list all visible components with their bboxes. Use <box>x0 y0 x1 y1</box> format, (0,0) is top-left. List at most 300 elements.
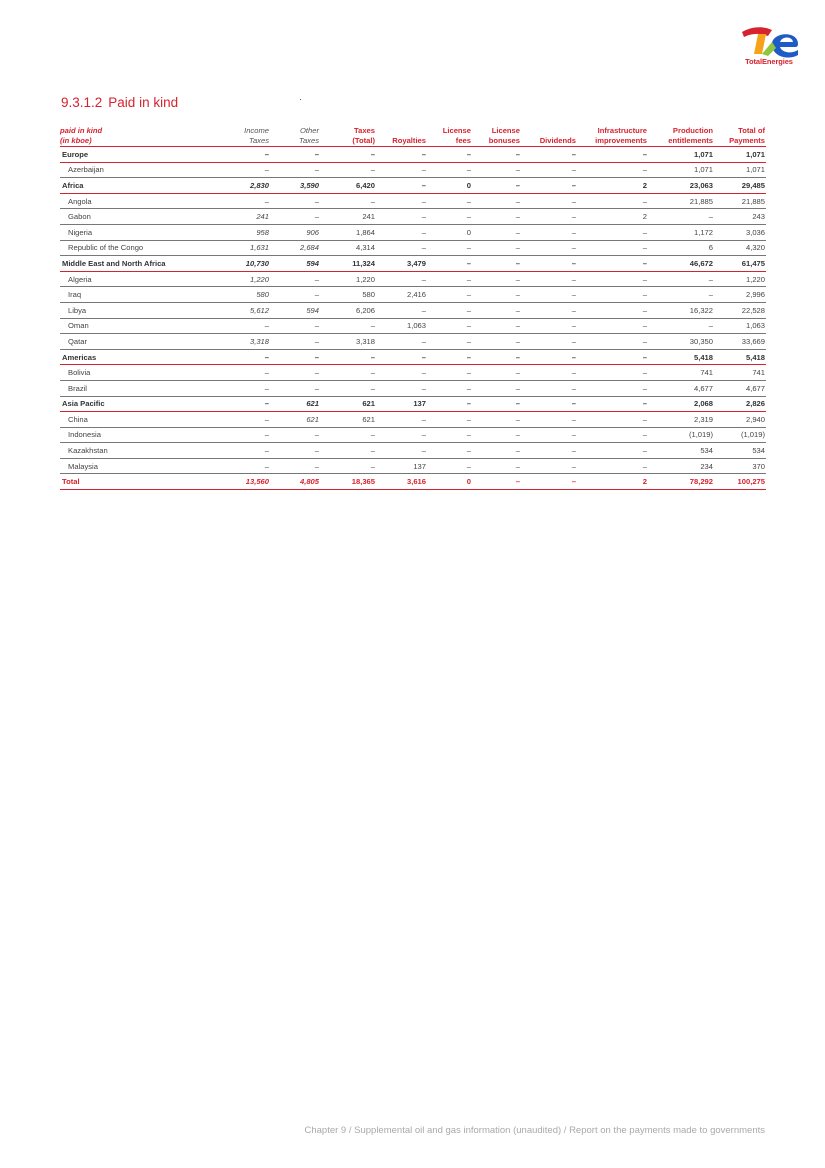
table-cell: 234 <box>648 458 714 474</box>
table-cell: 4,805 <box>270 474 320 490</box>
table-cell: 2,068 <box>648 396 714 412</box>
region-row <box>60 349 766 365</box>
table-cell: 5,418 <box>714 349 766 365</box>
table-cell: – <box>472 380 521 396</box>
table-cell: – <box>521 147 577 163</box>
table-cell: – <box>224 380 270 396</box>
col-header-line2: (Total) <box>352 135 375 145</box>
table-cell: – <box>521 224 577 240</box>
table-row <box>60 318 766 334</box>
row-label: Bolivia <box>60 365 224 381</box>
table-cell: 2 <box>577 474 648 490</box>
table-cell: – <box>224 193 270 209</box>
table-cell: 621 <box>320 412 376 428</box>
col-header-line2: entitlements <box>668 135 713 145</box>
table-cell: 0 <box>427 474 472 490</box>
region-row <box>60 178 766 194</box>
table-cell: – <box>427 287 472 303</box>
table-cell: – <box>472 147 521 163</box>
table-cell: – <box>521 412 577 428</box>
row-label: Algeria <box>60 271 224 287</box>
table-cell: – <box>376 178 427 194</box>
table-cell: 1,631 <box>224 240 270 256</box>
table-cell: – <box>521 365 577 381</box>
table-cell: – <box>521 209 577 225</box>
table-cell: – <box>577 240 648 256</box>
table-cell: – <box>521 287 577 303</box>
table-row <box>60 302 766 318</box>
table-cell: 4,677 <box>648 380 714 396</box>
table-cell: 2,319 <box>648 412 714 428</box>
col-header-line2: Payments <box>729 135 765 145</box>
total-row <box>60 474 766 490</box>
table-cell: 1,071 <box>714 162 766 178</box>
table-cell: 3,036 <box>714 224 766 240</box>
table-cell: – <box>472 412 521 428</box>
col-header-license-bonuses <box>472 126 521 147</box>
table-cell: – <box>427 256 472 272</box>
table-cell: – <box>224 147 270 163</box>
col-header-other-taxes <box>270 126 320 147</box>
table-cell: – <box>521 302 577 318</box>
row-label: Libya <box>60 302 224 318</box>
row-label: Oman <box>60 318 224 334</box>
col-header-line1 <box>376 126 426 136</box>
row-label: Azerbaijan <box>60 162 224 178</box>
table-cell: – <box>376 443 427 459</box>
col-header-line2: improvements <box>595 135 647 145</box>
table-cell: 100,275 <box>714 474 766 490</box>
table-cell: – <box>521 193 577 209</box>
table-row <box>60 271 766 287</box>
table-cell: – <box>521 256 577 272</box>
table-cell: – <box>472 240 521 256</box>
table-cell: – <box>472 443 521 459</box>
col-header-line1: Taxes <box>354 126 375 135</box>
table-row <box>60 380 766 396</box>
table-cell: – <box>427 412 472 428</box>
table-cell: 741 <box>648 365 714 381</box>
row-label: Iraq <box>60 287 224 303</box>
table-row <box>60 458 766 474</box>
table-cell: – <box>472 458 521 474</box>
col-header-line2: Royalties <box>392 135 426 145</box>
table-cell: – <box>376 162 427 178</box>
table-cell: – <box>376 412 427 428</box>
table-cell: – <box>577 365 648 381</box>
table-cell: 3,318 <box>320 334 376 350</box>
table-cell: – <box>577 334 648 350</box>
table-cell: – <box>472 271 521 287</box>
col-header-royalties <box>376 126 427 147</box>
table-cell: – <box>270 271 320 287</box>
table-cell: 46,672 <box>648 256 714 272</box>
table-row <box>60 443 766 459</box>
table-cell: 16,322 <box>648 302 714 318</box>
table-cell: 534 <box>648 443 714 459</box>
table-cell: – <box>577 162 648 178</box>
section-title <box>61 95 178 110</box>
table-cell: – <box>521 443 577 459</box>
row-label: Malaysia <box>60 458 224 474</box>
col-header-line1: Production <box>672 126 713 135</box>
table-cell: – <box>320 380 376 396</box>
col-header-line2: Dividends <box>539 135 576 145</box>
table-cell: 594 <box>270 302 320 318</box>
table-cell: – <box>648 318 714 334</box>
table-cell: – <box>376 240 427 256</box>
table-row <box>60 365 766 381</box>
table-cell: – <box>427 318 472 334</box>
section-title-text: Paid in kind <box>108 95 179 110</box>
table-cell: – <box>521 474 577 490</box>
table-cell: – <box>427 334 472 350</box>
table-row <box>60 209 766 225</box>
row-label: Qatar <box>60 334 224 350</box>
table-cell: 621 <box>320 396 376 412</box>
row-label: Angola <box>60 193 224 209</box>
table-cell: 621 <box>270 396 320 412</box>
table-cell: – <box>376 365 427 381</box>
table-cell: – <box>577 318 648 334</box>
table-cell: 2,830 <box>224 178 270 194</box>
table-cell: – <box>224 458 270 474</box>
table-cell: – <box>320 458 376 474</box>
table-cell: 2,996 <box>714 287 766 303</box>
table-cell: 0 <box>427 224 472 240</box>
table-cell: – <box>270 458 320 474</box>
table-cell: 1,063 <box>714 318 766 334</box>
table-cell: – <box>224 365 270 381</box>
col-header-line1: Other <box>300 126 319 135</box>
row-label: Americas <box>60 349 224 365</box>
table-cell: – <box>521 396 577 412</box>
table-cell: – <box>577 256 648 272</box>
table-cell: 1,071 <box>648 147 714 163</box>
table-cell: – <box>376 427 427 443</box>
table-cell: – <box>472 396 521 412</box>
table-cell: 137 <box>376 396 427 412</box>
table-cell: 1,864 <box>320 224 376 240</box>
table-cell: – <box>427 443 472 459</box>
table-row <box>60 162 766 178</box>
table-cell: – <box>320 193 376 209</box>
table-cell: 2,416 <box>376 287 427 303</box>
table-cell: – <box>521 458 577 474</box>
row-label: Brazil <box>60 380 224 396</box>
table-row <box>60 412 766 428</box>
table-cell: 5,612 <box>224 302 270 318</box>
table-cell: 1,220 <box>224 271 270 287</box>
table-cell: – <box>521 178 577 194</box>
table-cell: 241 <box>224 209 270 225</box>
section-number: 9.3.1.2 <box>61 95 103 110</box>
table-header-row <box>60 126 766 147</box>
table-cell: – <box>472 334 521 350</box>
col-header-line2: fees <box>455 135 471 145</box>
table-cell: – <box>224 427 270 443</box>
col-header-line1: Infrastructure <box>597 126 647 135</box>
table-cell: – <box>270 318 320 334</box>
table-cell: – <box>376 380 427 396</box>
table-cell: – <box>427 162 472 178</box>
table-cell: 33,669 <box>714 334 766 350</box>
row-label: Republic of the Congo <box>60 240 224 256</box>
table-cell: – <box>270 443 320 459</box>
col-header-total-of-payments <box>714 126 766 147</box>
table-cell: – <box>427 302 472 318</box>
table-cell: – <box>577 412 648 428</box>
table-cell: 241 <box>320 209 376 225</box>
table-cell: – <box>224 396 270 412</box>
table-cell: – <box>376 147 427 163</box>
table-cell: 30,350 <box>648 334 714 350</box>
table-cell: – <box>270 287 320 303</box>
table-cell: 21,885 <box>714 193 766 209</box>
col-header-income-taxes <box>224 126 270 147</box>
table-cell: 534 <box>714 443 766 459</box>
table-cell: 6,206 <box>320 302 376 318</box>
col-header-taxes-total <box>320 126 376 147</box>
table-cell: – <box>376 224 427 240</box>
col-header-dividends <box>521 126 577 147</box>
table-cell: – <box>577 380 648 396</box>
table-cell: 621 <box>270 412 320 428</box>
col-header-line1: License <box>491 126 520 135</box>
table-cell: 2 <box>577 178 648 194</box>
table-cell: – <box>521 162 577 178</box>
table-cell: 2,940 <box>714 412 766 428</box>
table-cell: 21,885 <box>648 193 714 209</box>
table-cell: 580 <box>320 287 376 303</box>
table-cell: – <box>376 349 427 365</box>
table-row <box>60 224 766 240</box>
table-cell: – <box>320 427 376 443</box>
col-header-line1: Income <box>244 126 269 135</box>
table-cell: – <box>427 458 472 474</box>
table-cell: – <box>376 271 427 287</box>
table-cell: – <box>427 193 472 209</box>
table-cell: 1,071 <box>648 162 714 178</box>
table-cell: – <box>427 349 472 365</box>
table-cell: – <box>521 334 577 350</box>
row-label: Total <box>60 474 224 490</box>
table-cell: – <box>224 443 270 459</box>
table-cell: – <box>427 147 472 163</box>
table-cell: 1,172 <box>648 224 714 240</box>
table-cell: – <box>270 427 320 443</box>
table-cell: 29,485 <box>714 178 766 194</box>
table-cell: – <box>270 162 320 178</box>
table-cell: – <box>521 427 577 443</box>
table-cell: – <box>224 318 270 334</box>
table-cell: – <box>270 365 320 381</box>
col-header-license-fees <box>427 126 472 147</box>
row-label: Kazakhstan <box>60 443 224 459</box>
table-cell: 370 <box>714 458 766 474</box>
table-cell: – <box>472 224 521 240</box>
table-cell: 3,318 <box>224 334 270 350</box>
table-cell: – <box>472 256 521 272</box>
row-label: Gabon <box>60 209 224 225</box>
table-cell: – <box>648 287 714 303</box>
table-cell: – <box>472 287 521 303</box>
table-cell: – <box>472 178 521 194</box>
table-cell: 4,677 <box>714 380 766 396</box>
table-cell: – <box>376 193 427 209</box>
table-cell: – <box>427 365 472 381</box>
table-cell: – <box>376 302 427 318</box>
row-label: China <box>60 412 224 428</box>
table-cell: – <box>577 302 648 318</box>
table-cell: – <box>427 396 472 412</box>
table-row <box>60 427 766 443</box>
row-label: Nigeria <box>60 224 224 240</box>
table-row <box>60 240 766 256</box>
table-cell: 1,071 <box>714 147 766 163</box>
table-cell: 6 <box>648 240 714 256</box>
table-cell: – <box>270 193 320 209</box>
table-cell: 594 <box>270 256 320 272</box>
table-cell: 741 <box>714 365 766 381</box>
table-cell: (1,019) <box>714 427 766 443</box>
header-label-line2: (in kboe) <box>60 135 92 145</box>
table-cell: – <box>320 162 376 178</box>
stray-dot <box>300 99 301 100</box>
table-cell: – <box>320 365 376 381</box>
table-cell: 11,324 <box>320 256 376 272</box>
table-cell: 22,528 <box>714 302 766 318</box>
table-cell: – <box>472 365 521 381</box>
table-cell: – <box>577 147 648 163</box>
col-header-production-entitlements <box>648 126 714 147</box>
table-cell: 2,684 <box>270 240 320 256</box>
table-cell: – <box>521 380 577 396</box>
table-cell: 13,560 <box>224 474 270 490</box>
table-cell: – <box>224 412 270 428</box>
table-cell: (1,019) <box>648 427 714 443</box>
table-cell: – <box>427 240 472 256</box>
table-cell: 243 <box>714 209 766 225</box>
row-label: Middle East and North Africa <box>60 256 224 272</box>
table-cell: – <box>577 458 648 474</box>
table-cell: – <box>427 380 472 396</box>
table-cell: – <box>472 302 521 318</box>
table-cell: – <box>270 349 320 365</box>
table-cell: 1,220 <box>714 271 766 287</box>
region-row <box>60 147 766 163</box>
table-cell: 18,365 <box>320 474 376 490</box>
row-label: Africa <box>60 178 224 194</box>
header-label <box>60 126 224 147</box>
table-cell: – <box>521 349 577 365</box>
table-cell: 3,479 <box>376 256 427 272</box>
table-cell: – <box>472 162 521 178</box>
table-cell: – <box>472 193 521 209</box>
table-cell: 1,220 <box>320 271 376 287</box>
paid-in-kind-table <box>60 126 766 490</box>
table-cell: – <box>320 147 376 163</box>
table-cell: – <box>577 396 648 412</box>
page-footer: Chapter 9 / Supplemental oil and gas information (unaudited) / Report on the payments made to governments <box>304 1125 765 1136</box>
table-cell: – <box>577 443 648 459</box>
table-cell: – <box>224 162 270 178</box>
table-cell: 137 <box>376 458 427 474</box>
table-cell: – <box>577 349 648 365</box>
table-cell: 958 <box>224 224 270 240</box>
table-cell: – <box>472 209 521 225</box>
row-label: Indonesia <box>60 427 224 443</box>
table-cell: 4,314 <box>320 240 376 256</box>
table-cell: – <box>648 209 714 225</box>
table-cell: 4,320 <box>714 240 766 256</box>
table-cell: – <box>521 240 577 256</box>
table-cell: 3,590 <box>270 178 320 194</box>
col-header-line2: Taxes <box>249 135 269 145</box>
table-cell: – <box>521 318 577 334</box>
table-cell: – <box>472 474 521 490</box>
col-header-line2: Taxes <box>299 135 319 145</box>
table-cell: – <box>270 209 320 225</box>
table-cell: 5,418 <box>648 349 714 365</box>
table-cell: – <box>472 318 521 334</box>
row-label: Asia Pacific <box>60 396 224 412</box>
table-cell: – <box>320 318 376 334</box>
table-cell: – <box>270 334 320 350</box>
table-cell: 78,292 <box>648 474 714 490</box>
table-cell: – <box>270 147 320 163</box>
table-cell: 3,616 <box>376 474 427 490</box>
table-cell: – <box>577 287 648 303</box>
table-cell: 2,826 <box>714 396 766 412</box>
table-cell: – <box>577 271 648 287</box>
table-cell: – <box>427 271 472 287</box>
table-cell: 580 <box>224 287 270 303</box>
table-cell: 0 <box>427 178 472 194</box>
table-cell: – <box>648 271 714 287</box>
table-cell: – <box>577 193 648 209</box>
col-header-line2: bonuses <box>488 135 520 145</box>
table-cell: – <box>472 427 521 443</box>
table-cell: 10,730 <box>224 256 270 272</box>
row-label: Europe <box>60 147 224 163</box>
table-body <box>60 147 766 490</box>
table-cell: – <box>577 224 648 240</box>
header-label-line1: paid in kind <box>60 126 103 135</box>
table-cell: – <box>224 349 270 365</box>
table-cell: – <box>376 209 427 225</box>
col-header-line1 <box>521 126 576 136</box>
logo-wordmark: TotalEnergies <box>745 57 793 66</box>
table-cell: 23,063 <box>648 178 714 194</box>
table-cell: – <box>472 349 521 365</box>
table-cell: – <box>270 380 320 396</box>
table-cell: – <box>427 427 472 443</box>
table-row <box>60 193 766 209</box>
table-cell: – <box>427 209 472 225</box>
table-row <box>60 287 766 303</box>
region-row <box>60 256 766 272</box>
col-header-line1: Total of <box>738 126 765 135</box>
table-cell: – <box>577 427 648 443</box>
table-cell: – <box>320 349 376 365</box>
table-row <box>60 334 766 350</box>
table-cell: 906 <box>270 224 320 240</box>
col-header-line1: License <box>442 126 471 135</box>
table-cell: 2 <box>577 209 648 225</box>
table-cell: – <box>376 334 427 350</box>
table-cell: – <box>521 271 577 287</box>
